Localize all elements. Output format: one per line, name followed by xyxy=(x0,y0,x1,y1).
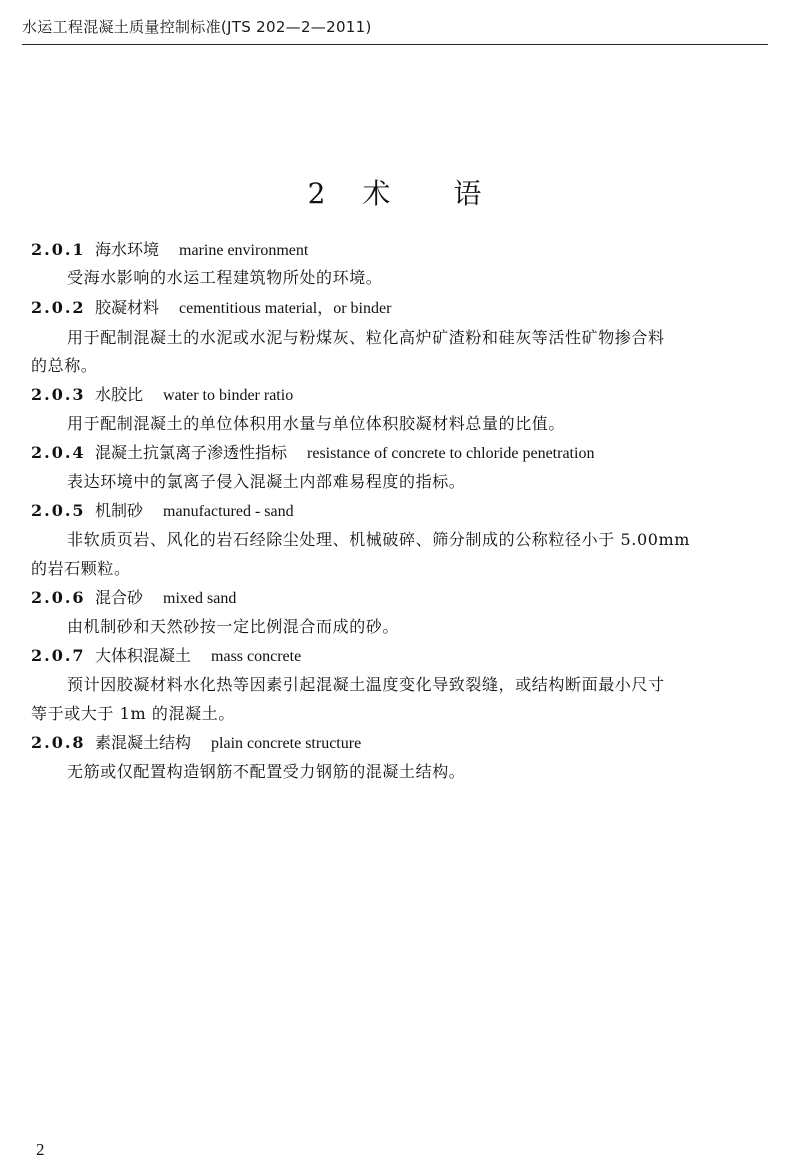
term-english: manufactured - sand xyxy=(163,503,294,520)
term-definition: 用于配制混凝土的水泥或水泥与粉煤灰、粒化高炉矿渣粉和硅灰等活性矿物掺合料 xyxy=(67,328,665,347)
term-definition-cont: 的岩石颗粒。 xyxy=(31,559,131,578)
chapter-word-1: 术 xyxy=(362,177,392,210)
term-chinese: 海水环境 xyxy=(95,240,160,259)
term-heading xyxy=(31,587,236,610)
term-definition: 表达环境中的氯离子侵入混凝土内部难易程度的指标。 xyxy=(67,472,466,491)
term-heading xyxy=(31,384,293,407)
term-heading xyxy=(31,297,391,320)
term-chinese: 大体积混凝土 xyxy=(95,646,192,665)
term-number: 2.0.6 xyxy=(31,588,86,607)
chapter-title xyxy=(0,174,790,214)
term-number: 2.0.1 xyxy=(31,240,86,259)
term-number: 2.0.8 xyxy=(31,733,86,752)
chapter-number: 2 xyxy=(307,177,327,210)
term-definition: 非软质页岩、风化的岩石经除尘处理、机械破碎、筛分制成的公称粒径小于 5.00mm xyxy=(67,530,691,549)
term-heading xyxy=(31,645,301,668)
term-definition: 预计因胶凝材料水化热等因素引起混凝土温度变化导致裂缝，或结构断面最小尺寸 xyxy=(67,675,665,694)
term-chinese: 素混凝土结构 xyxy=(95,733,192,752)
term-definition: 无筋或仅配置构造钢筋不配置受力钢筋的混凝土结构。 xyxy=(67,762,466,781)
term-definition-cont: 的总称。 xyxy=(31,356,98,375)
term-number: 2.0.2 xyxy=(31,298,86,317)
term-definition: 由机制砂和天然砂按一定比例混合而成的砂。 xyxy=(67,617,400,636)
term-chinese: 机制砂 xyxy=(95,501,144,520)
term-definition-cont: 等于或大于 1m 的混凝土。 xyxy=(31,704,235,723)
header-rule xyxy=(22,44,768,45)
term-english: water to binder ratio xyxy=(163,387,294,404)
term-chinese: 水胶比 xyxy=(95,385,144,404)
term-english: resistance of concrete to chloride penetration xyxy=(307,445,595,462)
term-number: 2.0.4 xyxy=(31,443,86,462)
term-number: 2.0.3 xyxy=(31,385,86,404)
term-chinese: 胶凝材料 xyxy=(95,298,160,317)
term-heading xyxy=(31,732,361,755)
term-english: mixed sand xyxy=(163,590,237,607)
page-number: 2 xyxy=(36,1140,45,1159)
term-definition: 受海水影响的水运工程建筑物所处的环境。 xyxy=(67,268,383,287)
term-chinese: 混合砂 xyxy=(95,588,144,607)
term-number: 2.0.7 xyxy=(31,646,86,665)
term-number: 2.0.5 xyxy=(31,501,86,520)
term-heading xyxy=(31,442,594,465)
term-heading xyxy=(31,239,308,262)
term-english: mass concrete xyxy=(211,648,302,665)
term-heading xyxy=(31,500,294,523)
term-english: marine environment xyxy=(179,242,309,259)
term-chinese: 混凝土抗氯离子渗透性指标 xyxy=(95,443,288,462)
running-header: 水运工程混凝土质量控制标准(JTS 202—2—2011) xyxy=(22,18,372,36)
term-definition: 用于配制混凝土的单位体积用水量与单位体积胶凝材料总量的比值。 xyxy=(67,414,566,433)
term-english: plain concrete structure xyxy=(211,735,362,752)
term-english: cementitious material，or binder xyxy=(179,300,392,317)
chapter-word-2: 语 xyxy=(453,177,483,210)
